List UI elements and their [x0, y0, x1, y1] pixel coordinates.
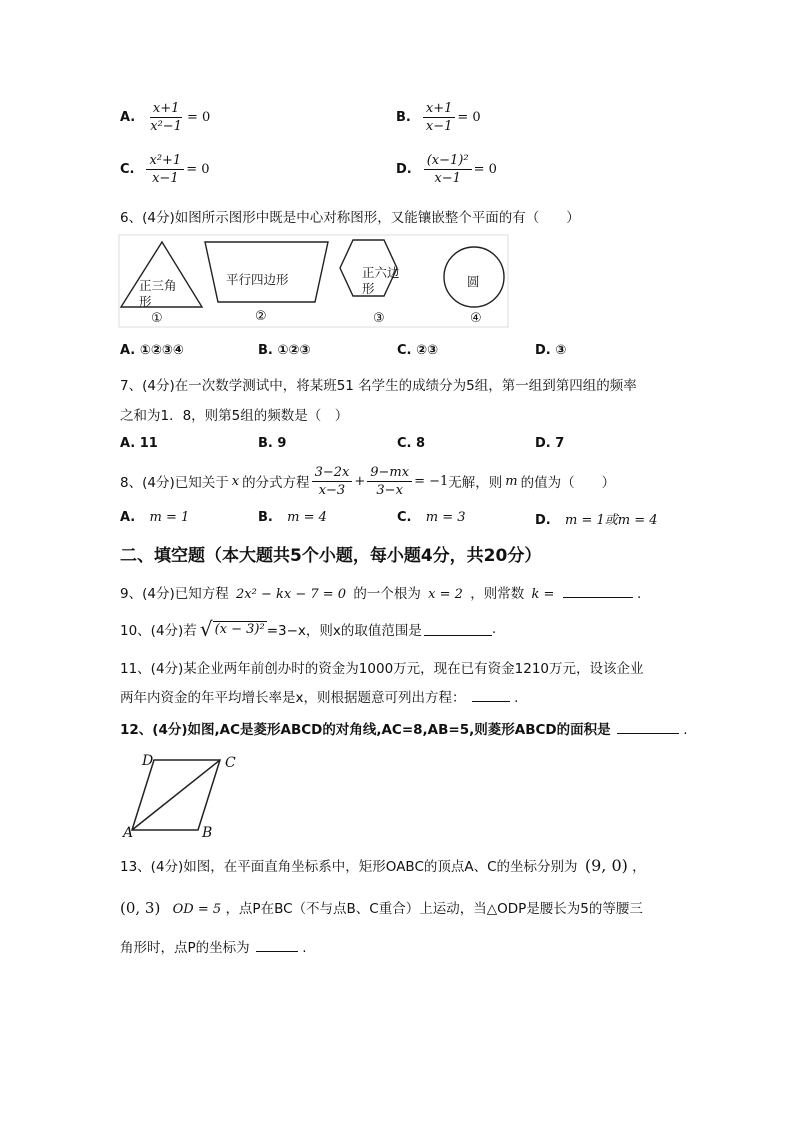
q7-option-c: C. 8 [397, 436, 426, 451]
q11-answer-blank[interactable] [472, 689, 510, 702]
q7-line2: 之和为1．8，则第5组的频数是（ ） [120, 408, 349, 424]
q8-option-d-letter: D. [535, 513, 551, 528]
q5-option-a-fraction [147, 101, 185, 134]
hexagon-label-line2: 形 [362, 281, 375, 296]
q8-stem [120, 461, 615, 501]
q8-mid: 的分式方程 [242, 475, 310, 491]
q13-answer-blank[interactable] [256, 939, 298, 952]
q12-answer-blank[interactable] [617, 721, 679, 734]
q5-option-d [396, 149, 497, 189]
fraction-numerator: x²+1 [146, 153, 184, 170]
q9-end: . [637, 586, 642, 602]
q9-tail: ，则常数 [470, 586, 525, 602]
q8-option-d [535, 509, 658, 528]
q13-line2 [120, 897, 643, 917]
parallelogram-label: 平行四边形 [226, 272, 289, 287]
q11-line2-text: 两年内资金的年平均增长率是x，则根据题意可列出方程： [120, 690, 466, 706]
q8-option-b-letter: B. [258, 510, 273, 525]
q8-plus: + [354, 473, 366, 489]
fraction-numerator: x+1 [150, 101, 183, 118]
q8-fraction-1 [312, 465, 353, 498]
q12-end: . [683, 722, 688, 738]
q8-option-c-letter: C. [397, 510, 412, 525]
q10-prefix: 10、(4分)若 [120, 623, 197, 639]
fraction-numerator: 9−mx [367, 465, 412, 482]
q8-option-c [397, 509, 466, 525]
q5-option-b [396, 97, 481, 137]
q10-answer-blank[interactable] [424, 623, 492, 636]
q13-coord-c: (0, 3) [120, 899, 161, 917]
q5-option-c-fraction [146, 153, 184, 186]
q9-k: k = [531, 587, 555, 602]
q5-option-d-fraction [424, 153, 472, 186]
fraction-numerator: x+1 [423, 101, 456, 118]
q7-option-d: D. 7 [535, 436, 565, 451]
equals-zero: = 0 [186, 109, 211, 125]
vertex-label-b: B [202, 825, 213, 841]
q7-line1: 7、(4分)在一次数学测试中，将某班51 名学生的成绩分为5组，第一组到第四组的频率 [120, 378, 637, 394]
q10-end: . [491, 621, 497, 637]
q13-line3 [120, 936, 307, 956]
q8-option-a [120, 509, 189, 525]
vertex-label-d: D [142, 753, 154, 769]
q12-text: 12、(4分)如图,AC是菱形ABCD的对角线,AC=8,AB=5,则菱形ABCD的面积是 [120, 722, 611, 738]
q5-option-b-fraction [423, 101, 456, 134]
q8-rhs: = −1 [414, 473, 449, 489]
marker-3: ③ [373, 311, 385, 326]
q7-option-a: A. 11 [120, 436, 158, 451]
q8-option-b [258, 509, 327, 525]
q9-equation: 2x² − kx − 7 = 0 [236, 587, 347, 602]
q6-option-a: A. ①②③④ [120, 343, 184, 358]
q13-line1 [120, 855, 646, 875]
fraction-denominator: x−1 [434, 170, 461, 186]
q10-tail: =3−x，则x的取值范围是 [266, 623, 422, 639]
q13-line2-text: ，点P在BC（不与点B、C重合）上运动，当△ODP是腰长为5的等腰三 [225, 901, 643, 917]
fraction-denominator: 3−x [376, 482, 403, 498]
q9 [120, 582, 641, 602]
q9-root: x = 2 [428, 587, 463, 602]
circle-label: 圆 [467, 274, 480, 289]
equilateral-triangle-shape [121, 242, 202, 307]
q5-option-d-letter: D. [396, 161, 412, 177]
q9-prefix: 9、(4分)已知方程 [120, 586, 229, 602]
marker-2: ② [255, 309, 267, 324]
fraction-denominator: x−3 [318, 482, 346, 498]
marker-4: ④ [470, 311, 482, 326]
q13-coord-a: (9, 0) [584, 856, 628, 875]
q12 [120, 718, 688, 738]
fraction-denominator: x²−1 [150, 118, 182, 134]
q5-option-b-letter: B. [396, 109, 411, 125]
fraction-denominator: x−1 [152, 170, 179, 186]
q9-answer-blank[interactable] [563, 585, 633, 598]
q6-stem: 6、(4分)如图所示图形中既是中心对称图形，又能镶嵌整个平面的有（ ） [120, 210, 580, 226]
q13-end: . [302, 940, 307, 956]
q8-option-d-math: m = 1或m = 4 [565, 513, 658, 528]
q8-option-b-math: m = 4 [287, 510, 327, 525]
sqrt-sign-icon: √ [199, 617, 213, 641]
q11-line2 [120, 686, 518, 706]
q8-fraction-2 [367, 465, 412, 498]
marker-1: ① [151, 311, 163, 326]
q8-prefix: 8、(4分)已知关于 [120, 475, 229, 491]
q8-option-a-math: m = 1 [149, 510, 190, 525]
diagonal-ac [132, 760, 220, 830]
q5-option-a-letter: A. [120, 109, 136, 125]
q5-option-a [120, 97, 210, 137]
q13-line1-text: 13、(4分)如图，在平面直角坐标系中，矩形OABC的顶点A、C的坐标分别为 [120, 859, 578, 875]
equals-zero: = 0 [473, 161, 497, 177]
q8-var-m: m [505, 473, 518, 489]
equals-zero: = 0 [457, 109, 481, 125]
fraction-numerator: 3−2x [312, 465, 353, 482]
q7-option-b: B. 9 [258, 436, 287, 451]
q8-suffix2: 的值为（ ） [520, 475, 616, 491]
q9-mid: 的一个根为 [353, 586, 421, 602]
q6-figure [118, 234, 510, 330]
q8-option-c-math: m = 3 [425, 510, 466, 525]
q6-option-b: B. ①②③ [258, 343, 311, 358]
q5-option-c [120, 149, 210, 189]
q13-line3-text: 角形时，点P的坐标为 [120, 940, 250, 956]
q8-suffix: 无解，则 [448, 475, 503, 491]
section-title-fill-in: 二、填空题（本大题共5个小题，每小题4分，共20分） [120, 546, 542, 566]
triangle-label-line1: 正三角 [139, 278, 177, 293]
vertex-label-c: C [225, 755, 236, 771]
q10 [120, 617, 496, 641]
vertex-label-a: A [123, 825, 134, 841]
q10-radicand: (x − 3)² [214, 622, 265, 637]
q11-line1: 11、(4分)某企业两年前创办时的资金为1000万元，现在已有资金1210万元，设该企业 [120, 661, 644, 677]
fraction-numerator: (x−1)² [424, 153, 472, 170]
q11-end: . [514, 690, 519, 706]
q13-od: OD = 5 [172, 902, 222, 917]
fraction-denominator: x−1 [425, 118, 453, 134]
equals-zero: = 0 [186, 161, 210, 177]
q8-var-x: x [231, 473, 240, 489]
hexagon-label-line1: 正六边 [362, 265, 400, 280]
q6-option-d: D. ③ [535, 343, 567, 358]
q8-option-a-letter: A. [120, 510, 136, 525]
triangle-label-line2: 形 [139, 294, 152, 309]
q13-line1-end: ， [632, 859, 646, 875]
q6-option-c: C. ②③ [397, 343, 439, 358]
q5-option-c-letter: C. [120, 161, 135, 177]
